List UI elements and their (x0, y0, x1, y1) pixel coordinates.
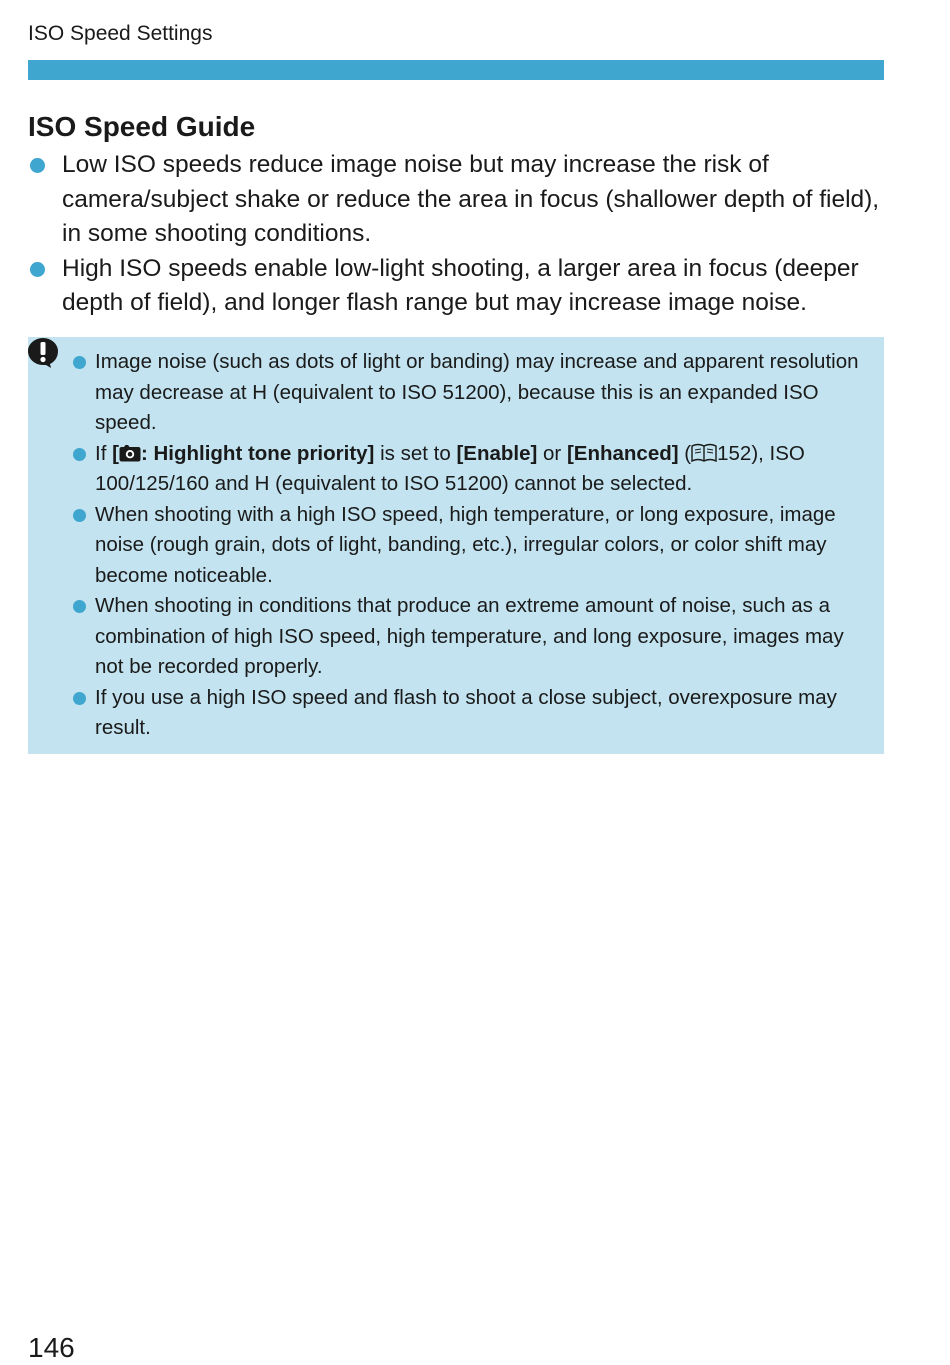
list-item-text: High ISO speeds enable low-light shooting, a larger area in focus (deeper depth of field), and longer flash range but may increase image noise. (62, 254, 859, 316)
list-item (28, 148, 888, 252)
caution-item-text: Image noise (such as dots of light or banding) may increase and apparent resolution may decrease at H (equivalent to ISO 51200), because this is an expanded ISO speed. (95, 350, 859, 434)
page-ref-open: ( (684, 441, 692, 465)
caution-item-text: When shooting with a high ISO speed, high temperature, or long exposure, image noise (rough grain, dots of light, banding, etc.), irregular colors, or color shift may become noticeable. (95, 502, 836, 587)
bullet-dot-icon (73, 509, 86, 522)
caution-if-word: If (95, 441, 107, 465)
caution-item (72, 500, 874, 592)
caution-item-text: When shooting in conditions that produce an extreme amount of noise, such as a combination of high ISO speed, high temperature, and long exposure, images may not be recorded properly. (95, 594, 844, 678)
running-header: ISO Speed Settings (28, 22, 213, 45)
section-title: ISO Speed Guide (28, 111, 256, 142)
caution-item-text: ISO 100/125/160 and H (equivalent to ISO 51200) cannot be selected. (95, 441, 805, 495)
caution-or-word: or (543, 441, 562, 465)
caution-is-set-to: is set to (380, 441, 451, 465)
book-reference-icon (691, 443, 717, 463)
caution-item (72, 591, 874, 683)
shooting-menu-camera-icon (119, 443, 141, 462)
page-ref-number: 152), (717, 441, 764, 465)
caution-item (72, 347, 874, 439)
bullet-dot-icon (30, 262, 45, 277)
caution-item (72, 683, 874, 744)
page-number: 146 (28, 1332, 75, 1363)
bullet-dot-icon (73, 448, 86, 461)
main-bullet-list (28, 148, 888, 321)
bullet-dot-icon (73, 692, 86, 705)
caution-exclamation-icon (27, 337, 59, 369)
list-item (28, 252, 888, 321)
bullet-dot-icon (30, 158, 45, 173)
caution-list (72, 347, 874, 744)
bullet-dot-icon (73, 600, 86, 613)
setting-name: : Highlight tone priority] (140, 441, 375, 465)
list-item-text: Low ISO speeds reduce image noise but may increase the risk of camera/subject shake or reduce the area in focus (shallower depth of field), in some shooting conditions. (62, 151, 880, 247)
bullet-dot-icon (73, 356, 86, 369)
option-enable: [Enable] (456, 441, 538, 465)
caution-item (72, 439, 874, 500)
option-enhanced: [Enhanced] (566, 441, 679, 465)
setting-open-bracket: [ (112, 441, 119, 465)
caution-item-text: If you use a high ISO speed and flash to shoot a close subject, overexposure may result. (95, 685, 837, 739)
header-accent-bar (28, 60, 884, 80)
